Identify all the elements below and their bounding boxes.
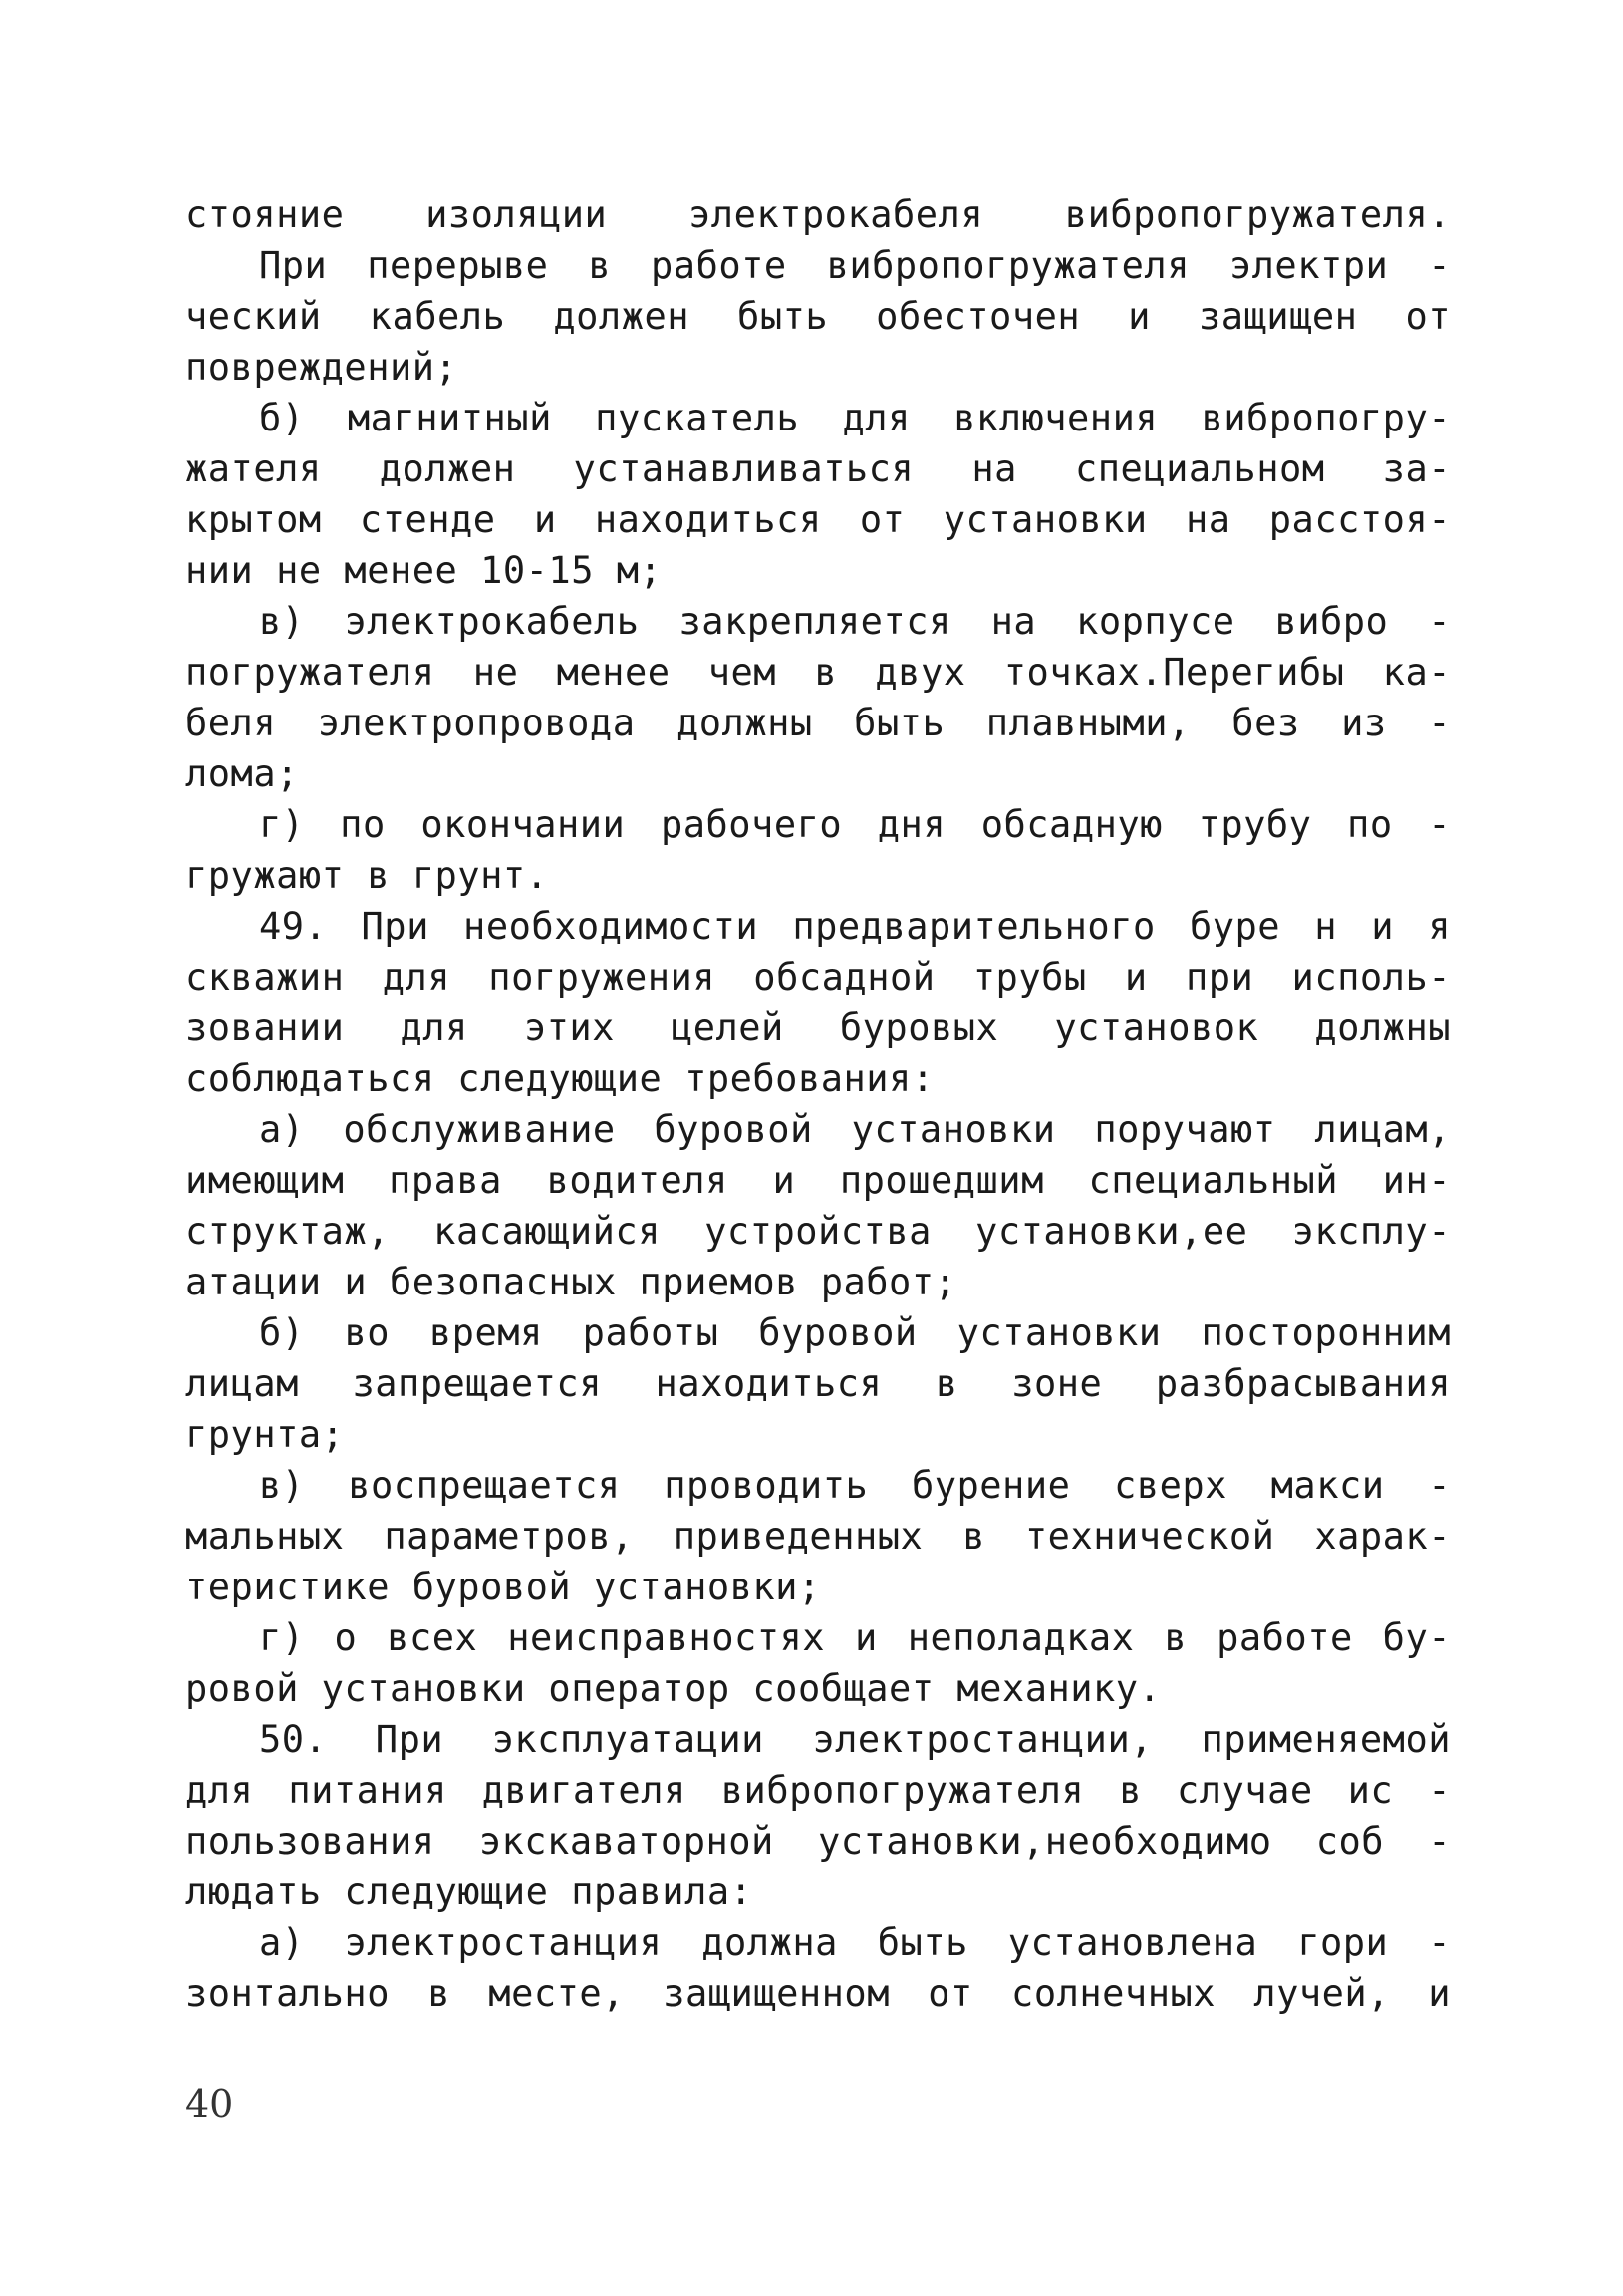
text-line: 50. При эксплуатации электростанции, применяемой bbox=[259, 1718, 1451, 1761]
text-line: гружают в грунт. bbox=[185, 854, 549, 897]
text-line: ровой установки оператор сообщает механику. bbox=[185, 1667, 1162, 1710]
text-line: крытом стенде и находиться от установки на расстоя- bbox=[185, 498, 1451, 541]
text-line: скважин для погружения обсадной трубы и при исполь- bbox=[185, 956, 1451, 999]
text-line: грунта; bbox=[185, 1413, 345, 1456]
text-line: в) электрокабель закрепляется на корпусе вибро - bbox=[259, 600, 1451, 643]
text-line: б) во время работы буровой установки посторонним bbox=[259, 1311, 1451, 1354]
text-line: в) воспрещается проводить бурение сверх макси - bbox=[259, 1464, 1451, 1507]
text-line: При перерыве в работе вибропогружателя электри - bbox=[259, 244, 1451, 287]
text-line: погружателя не менее чем в двух точках.Перегибы ка- bbox=[185, 651, 1451, 694]
text-line: людать следующие правила: bbox=[185, 1870, 753, 1913]
text-line: г) о всех неисправностях и неполадках в работе бу- bbox=[259, 1616, 1451, 1659]
text-line: теристике буровой установки; bbox=[185, 1566, 821, 1608]
text-line: соблюдаться следующие требования: bbox=[185, 1057, 935, 1100]
text-line: пользования экскаваторной установки,необходимо соб - bbox=[185, 1820, 1451, 1863]
text-line: зовании для этих целей буровых установок должны bbox=[185, 1006, 1451, 1049]
text-line: б) магнитный пускатель для включения вибропогру- bbox=[259, 397, 1451, 439]
text-line: беля электропровода должны быть плавными, без из - bbox=[185, 702, 1451, 744]
text-line: лома; bbox=[185, 752, 299, 795]
text-line: жателя должен устанавливаться на специальном за- bbox=[185, 447, 1451, 490]
text-line: г) по окончании рабочего дня обсадную трубу по - bbox=[259, 803, 1451, 846]
page-number: 40 bbox=[185, 2082, 234, 2126]
text-line: повреждений; bbox=[185, 346, 458, 389]
text-line: а) электростанция должна быть установлена гори - bbox=[259, 1921, 1451, 1964]
text-line: зонтально в месте, защищенном от солнечных лучей, и bbox=[185, 1972, 1451, 2015]
text-line: лицам запрещается находиться в зоне разбрасывания bbox=[185, 1362, 1451, 1405]
text-line: структаж, касающийся устройства установки,ее эксплу- bbox=[185, 1210, 1451, 1253]
text-line: 49. При необходимости предварительного буре н и я bbox=[259, 905, 1451, 948]
body-text bbox=[185, 189, 1451, 2019]
text-line: нии не менее 10-15 м; bbox=[185, 549, 663, 592]
text-line: а) обслуживание буровой установки поручают лицам, bbox=[259, 1108, 1451, 1151]
text-line: имеющим права водителя и прошедшим специальный ин- bbox=[185, 1159, 1451, 1202]
text-line: ческий кабель должен быть обесточен и защищен от bbox=[185, 295, 1451, 338]
text-line: стояние изоляции электрокабеля вибропогружателя. bbox=[185, 193, 1451, 236]
text-line: мальных параметров, приведенных в технической харак- bbox=[185, 1515, 1451, 1558]
text-line: атации и безопасных приемов работ; bbox=[185, 1261, 957, 1303]
text-line: для питания двигателя вибропогружателя в случае ис - bbox=[185, 1769, 1451, 1812]
